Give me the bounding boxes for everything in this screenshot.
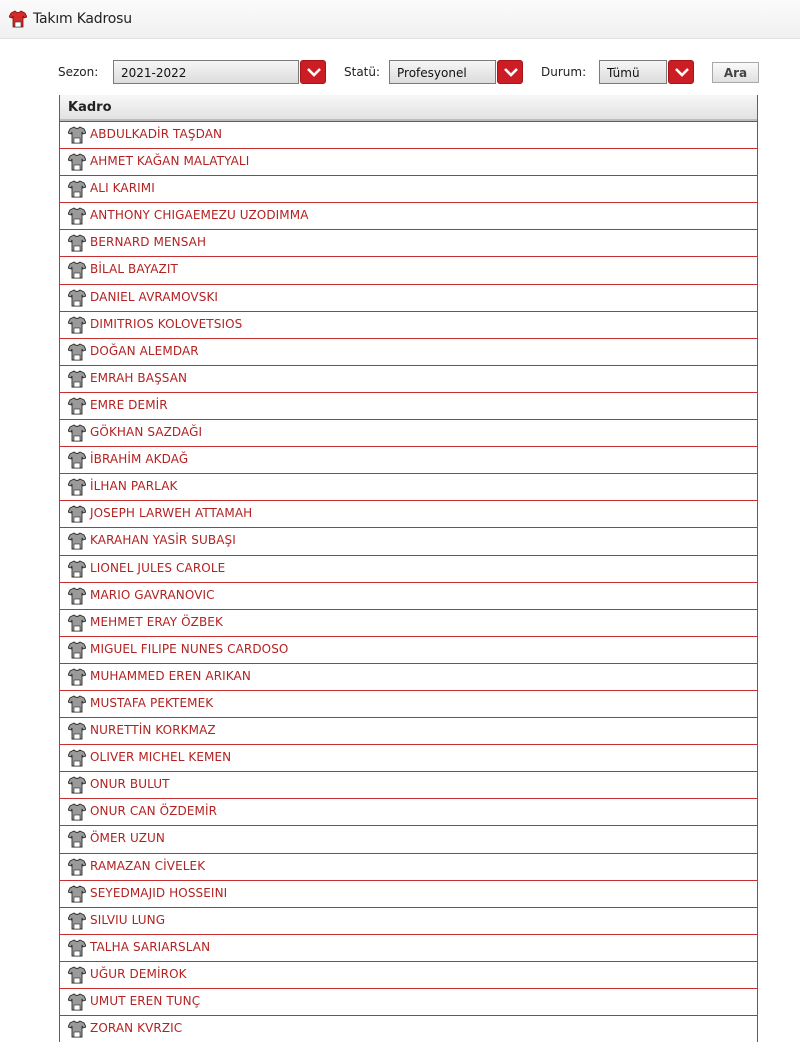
player-name-link[interactable]: MARIO GAVRANOVIC — [90, 587, 215, 602]
jersey-icon — [68, 912, 86, 930]
jersey-icon — [68, 343, 86, 361]
jersey-icon — [68, 803, 86, 821]
player-name-link[interactable]: ÖMER UZUN — [90, 831, 165, 846]
jersey-icon — [68, 207, 86, 225]
squad-table — [59, 95, 758, 1042]
jersey-icon — [68, 668, 86, 686]
player-name-link[interactable]: UMUT EREN TUNÇ — [90, 994, 201, 1008]
player-name-link[interactable]: BERNARD MENSAH — [90, 235, 207, 250]
jersey-icon — [68, 261, 86, 279]
player-name-link[interactable]: SEYEDMAJID HOSSEINI — [90, 885, 228, 900]
table-row[interactable] — [60, 148, 757, 175]
jersey-icon — [68, 478, 86, 496]
jersey-icon — [68, 858, 86, 876]
chevron-down-icon — [675, 68, 689, 77]
jersey-icon — [68, 722, 86, 740]
jersey-icon — [68, 505, 86, 523]
table-header: Kadro — [60, 95, 757, 121]
jersey-icon — [68, 451, 86, 469]
jersey-icon — [68, 641, 86, 659]
player-name-link[interactable]: OLIVER MICHEL KEMEN — [90, 750, 232, 765]
table-row[interactable] — [60, 582, 757, 609]
table-row[interactable] — [60, 527, 757, 554]
table-row[interactable] — [60, 825, 757, 852]
player-name-link[interactable]: TALHA SARIARSLAN — [90, 939, 211, 954]
jersey-icon — [9, 10, 27, 28]
table-row[interactable] — [60, 555, 757, 582]
table-row[interactable] — [60, 284, 757, 311]
player-name-link[interactable]: EMRE DEMİR — [90, 397, 168, 412]
player-name-link[interactable]: DANIEL AVRAMOVSKI — [90, 289, 219, 304]
player-name-link[interactable]: MUHAMMED EREN ARIKAN — [90, 668, 251, 683]
chevron-down-icon — [307, 68, 321, 77]
state-select[interactable]: Tümü — [599, 60, 667, 84]
jersey-icon — [68, 885, 86, 903]
player-name-link[interactable]: BİLAL BAYAZIT — [90, 262, 178, 277]
page-header — [0, 0, 800, 39]
jersey-icon — [68, 749, 86, 767]
table-row[interactable] — [60, 907, 757, 934]
table-row[interactable] — [60, 880, 757, 907]
table-row[interactable] — [60, 853, 757, 880]
status-select[interactable]: Profesyonel — [389, 60, 496, 84]
table-row[interactable] — [60, 229, 757, 256]
table-row[interactable] — [60, 365, 757, 392]
player-name-link[interactable]: DIMITRIOS KOLOVETSIOS — [90, 316, 243, 331]
table-row[interactable] — [60, 771, 757, 798]
player-name-link[interactable]: DOĞAN ALEMDAR — [90, 343, 199, 358]
jersey-icon — [68, 614, 86, 632]
table-row[interactable] — [60, 446, 757, 473]
jersey-icon — [68, 993, 86, 1011]
table-row[interactable] — [60, 744, 757, 771]
jersey-icon — [68, 424, 86, 442]
chevron-down-icon — [504, 68, 518, 77]
state-label: Durum: — [541, 65, 587, 79]
jersey-icon — [68, 234, 86, 252]
jersey-icon — [68, 587, 86, 605]
season-dropdown-button[interactable] — [300, 60, 326, 84]
player-name-link[interactable]: ZORAN KVRZIC — [90, 1021, 183, 1036]
player-name-link[interactable]: ALI KARIMI — [90, 181, 155, 196]
jersey-icon — [68, 966, 86, 984]
jersey-icon — [68, 370, 86, 388]
player-list — [60, 121, 757, 1042]
jersey-icon — [68, 560, 86, 578]
table-row[interactable] — [60, 988, 757, 1015]
table-row[interactable] — [60, 717, 757, 744]
player-name-link[interactable]: SILVIU LUNG — [90, 912, 166, 927]
player-name-link[interactable]: MIGUEL FILIPE NUNES CARDOSO — [90, 641, 289, 656]
jersey-icon — [68, 153, 86, 171]
jersey-icon — [68, 532, 86, 550]
player-name-link[interactable]: MUSTAFA PEKTEMEK — [90, 695, 214, 710]
player-name-link[interactable]: MEHMET ERAY ÖZBEK — [90, 614, 223, 629]
table-row[interactable] — [60, 663, 757, 690]
player-name-link[interactable]: NURETTİN KORKMAZ — [90, 723, 216, 738]
jersey-icon — [68, 289, 86, 307]
table-row[interactable] — [60, 256, 757, 283]
table-row[interactable] — [60, 121, 757, 148]
jersey-icon — [68, 939, 86, 957]
filter-bar — [0, 60, 800, 90]
table-row[interactable] — [60, 202, 757, 229]
jersey-icon — [68, 1020, 86, 1038]
table-row[interactable] — [60, 175, 757, 202]
player-name-link[interactable]: UĞUR DEMİROK — [90, 966, 187, 981]
jersey-icon — [68, 397, 86, 415]
player-name-link[interactable]: İBRAHİM AKDAĞ — [90, 452, 189, 467]
table-row[interactable] — [60, 392, 757, 419]
table-row[interactable] — [60, 419, 757, 446]
page-title: Takım Kadrosu — [33, 11, 132, 27]
table-row[interactable] — [60, 934, 757, 961]
jersey-icon — [68, 126, 86, 144]
player-name-link[interactable]: İLHAN PARLAK — [90, 479, 178, 494]
season-label: Sezon: — [58, 65, 99, 79]
table-row[interactable] — [60, 961, 757, 988]
table-row[interactable] — [60, 473, 757, 500]
jersey-icon — [68, 695, 86, 713]
status-dropdown-button[interactable] — [497, 60, 523, 84]
status-label: Statü: — [344, 65, 381, 79]
player-name-link[interactable]: ONUR CAN ÖZDEMİR — [90, 804, 218, 819]
table-row[interactable] — [60, 636, 757, 663]
player-name-link[interactable]: KARAHAN YASİR SUBAŞI — [90, 533, 236, 548]
table-row[interactable] — [60, 311, 757, 338]
player-name-link[interactable]: RAMAZAN CİVELEK — [90, 858, 206, 873]
player-name-link[interactable]: LIONEL JULES CAROLE — [90, 560, 226, 575]
state-dropdown-button[interactable] — [668, 60, 694, 84]
table-row[interactable] — [60, 690, 757, 717]
jersey-icon — [68, 316, 86, 334]
table-row[interactable] — [60, 500, 757, 527]
player-name-link[interactable]: ANTHONY CHIGAEMEZU UZODIMMA — [90, 208, 309, 223]
table-row[interactable] — [60, 609, 757, 636]
season-select[interactable]: 2021-2022 — [113, 60, 299, 84]
player-name-link[interactable]: ABDULKADİR TAŞDAN — [90, 127, 223, 141]
jersey-icon — [68, 776, 86, 794]
jersey-icon — [68, 180, 86, 198]
table-row[interactable] — [60, 798, 757, 825]
search-button[interactable]: Ara — [712, 62, 759, 83]
table-row[interactable] — [60, 338, 757, 365]
table-row[interactable] — [60, 1015, 757, 1042]
player-name-link[interactable]: AHMET KAĞAN MALATYALI — [90, 154, 250, 169]
player-name-link[interactable]: ONUR BULUT — [90, 777, 170, 792]
player-name-link[interactable]: GÖKHAN SAZDAĞI — [90, 425, 203, 440]
player-name-link[interactable]: EMRAH BAŞSAN — [90, 370, 188, 385]
jersey-icon — [68, 830, 86, 848]
player-name-link[interactable]: JOSEPH LARWEH ATTAMAH — [90, 506, 253, 521]
